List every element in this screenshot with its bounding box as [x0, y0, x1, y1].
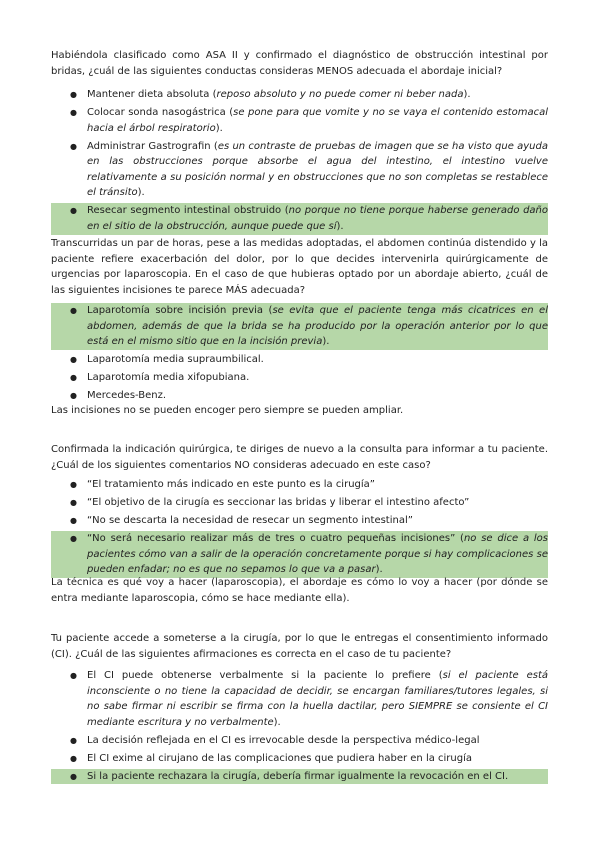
bullet-icon: ● — [70, 771, 77, 781]
option-1-2: ● Colocar sonda nasogástrica (se pone para que vomite y no se vaya el contenido estomacal hacia el árbol respiratorio). — [70, 106, 548, 134]
option-1-1: ● Mantener dieta absoluta (reposo absoluto y no puede comer ni beber nada). — [51, 87, 548, 103]
bullet-icon: ● — [70, 480, 77, 489]
options-3 — [51, 477, 548, 580]
question-1: Habiéndola clasificado como ASA II y confirmado el diagnóstico de obstrucción intestinal por bridas, ¿cuál de las siguientes conductas consideras MENOS adecuada el abordaje inicial? — [51, 50, 548, 77]
bullet-icon: ● — [70, 373, 77, 383]
question-3: Confirmada la indicación quirúrgica, te diriges de nuevo a la consulta para informar a tu paciente. ¿Cuál de los siguientes comentarios NO consideras adecuado en este caso? — [51, 444, 548, 471]
options-2 — [51, 303, 548, 406]
bullet-icon: ● — [70, 671, 77, 680]
option-4-1: ● El CI puede obtenerse verbalmente si la paciente lo prefiere (si el paciente está inconsciente o no tiene la capacidad de decidir, se encargan familiares/tutores legales, si no sabe firmar ni escribir se firma con la huella dactilar, pero SIEMPRE se consiente el CI mediante escritura y no verbalmente). — [70, 670, 549, 728]
option-2-2: ● Laparotomía media supraumbilical. — [51, 352, 548, 368]
question-4: Tu paciente accede a someterse a la cirugía, por lo que le entregas el consentimiento informado (CI). ¿Cuál de las siguientes afirmaciones es correcta en el caso de tu paciente? — [51, 633, 548, 660]
option-1-3: ● Administrar Gastrografin (es un contraste de pruebas de imagen que se ha visto que ayuda en las obstrucciones porque absorbe el agua del intestino, el intestino vuelve relativamente a su posición normal y en obstrucciones que no son completas se restablece el tránsito). — [70, 140, 548, 199]
option-1-4-answer: ● Resecar segmento intestinal obstruido (no porque no tiene porque haberse generado daño en el sitio de la obstrucción, aunque puede que sí). — [51, 203, 548, 234]
note-2: Las incisiones no se pueden encoger pero siempre se pueden ampliar. — [51, 405, 404, 416]
option-3-4-answer: ● “No será necesario realizar más de tres o cuatro pequeñas incisiones” (no se dice a los pacientes cómo van a salir de la operación concretamente porque si hay complicaciones se pueden enfadar; no es que no sepamos lo que va a pasar). — [51, 531, 548, 578]
bullet-icon: ● — [70, 735, 77, 745]
bullet-icon: ● — [70, 90, 77, 99]
bullet-icon: ● — [70, 355, 77, 365]
bullet-icon: ● — [70, 306, 77, 315]
option-2-1-answer: ● Laparotomía sobre incisión previa (se evita que el paciente tenga más cicatrices en el abdomen, además de que la brida se ha producido por la operación anterior por lo que está en el mismo sitio que en la incisión previa). — [51, 303, 548, 350]
question-2: Transcurridas un par de horas, pese a las medidas adoptadas, el abdomen continúa distendido y la paciente refiere exacerbación del dolor, por lo que decides intervenirla quirúrgicamente de urgencias por laparoscopia. En el caso de que hubieras optado por un abordaje abierto, ¿cuál de las siguientes incisiones te parece MÁS adecuada? — [51, 238, 548, 296]
options-4 — [51, 668, 548, 787]
option-4-2: ● La decisión reflejada en el CI es irrevocable desde la perspectiva médico-legal — [51, 733, 548, 749]
bullet-icon: ● — [70, 515, 77, 525]
bullet-icon: ● — [70, 206, 77, 216]
bullet-icon: ● — [70, 107, 77, 117]
bullet-icon: ● — [70, 391, 77, 401]
options-1 — [51, 87, 548, 237]
option-3-1: ● “El tratamiento más indicado en este punto es la cirugía” — [51, 477, 548, 493]
bullet-icon: ● — [70, 141, 77, 151]
option-4-3: ● El CI exime al cirujano de las complicaciones que pudiera haber en la cirugía — [51, 751, 548, 767]
option-2-3: ● Laparotomía media xifopubiana. — [51, 370, 548, 386]
option-3-2: ● “El objetivo de la cirugía es seccionar las bridas y liberar el intestino afecto” — [51, 495, 548, 511]
option-4-4-answer: ● Si la paciente rechazara la cirugía, debería firmar igualmente la revocación en el CI. — [51, 769, 548, 785]
option-2-4: ● Mercedes-Benz. — [51, 388, 548, 404]
note-3: La técnica es qué voy a hacer (laparoscopia), el abordaje es cómo lo voy a hacer (por dónde se entra mediante laparoscopia, cómo se hace mediante ella). — [51, 577, 548, 604]
option-3-3: ● “No se descarta la necesidad de resecar un segmento intestinal” — [51, 513, 548, 529]
bullet-icon: ● — [70, 753, 77, 763]
bullet-icon: ● — [70, 497, 77, 507]
bullet-icon: ● — [70, 533, 77, 543]
